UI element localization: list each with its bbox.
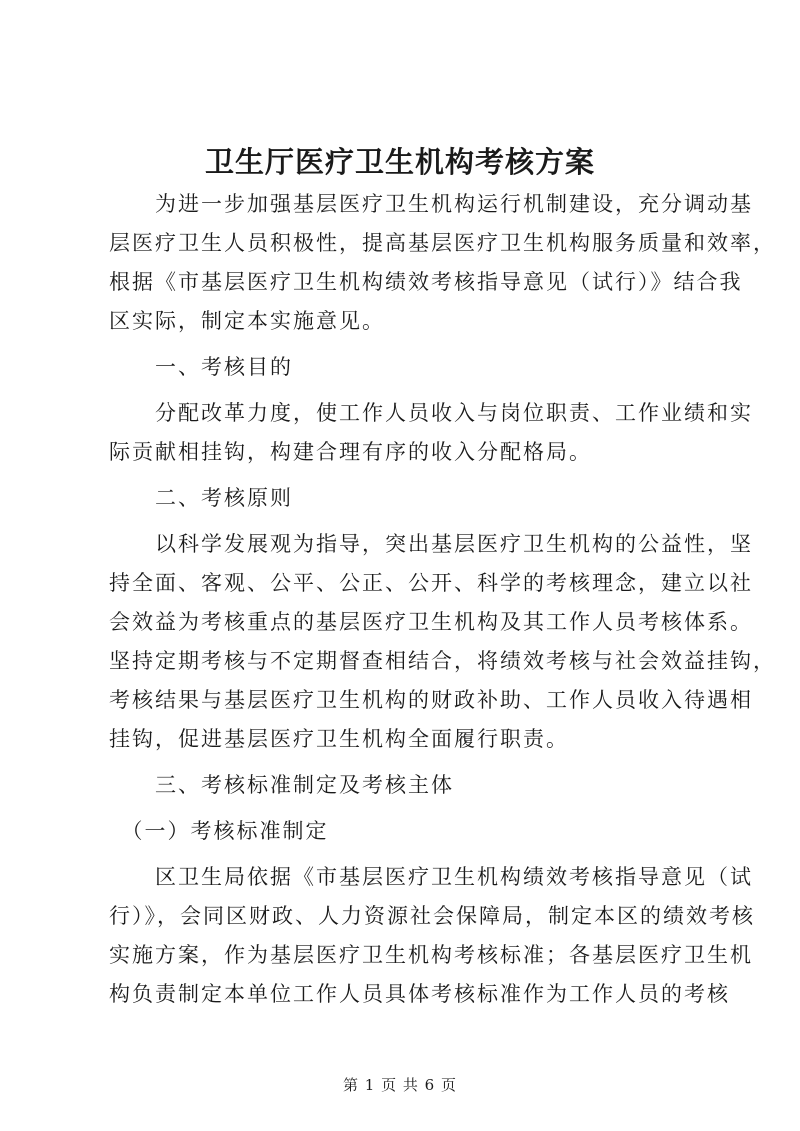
section-heading-purpose [109,348,701,387]
text-line: 根据《市基层医疗卫生机构绩效考核指导意见（试行）》结合我 [109,270,743,294]
text-line: 区实际，制定本实施意见。 [109,309,385,333]
text-line: 坚持定期考核与不定期督查相结合，将绩效考核与社会效益挂钩， [109,649,776,673]
text-line: 三、考核标准制定及考核主体 [109,773,454,797]
section-heading-standards [109,766,701,805]
paragraph-principles [109,525,776,759]
text-line: 构负责制定本单位工作人员具体考核标准作为工作人员的考核 [109,982,730,1006]
paragraph-standards [109,858,755,1014]
text-line: 实施方案，作为基层医疗卫生机构考核标准；各基层医疗卫生机 [109,943,753,967]
text-line: 二、考核原则 [109,486,293,510]
text-line: 挂钩，促进基层医疗卫生机构全面履行职责。 [109,727,569,751]
text-line: 以科学发展观为指导，突出基层医疗卫生机构的公益性，坚 [109,532,753,556]
text-line: 区卫生局依据《市基层医疗卫生机构绩效考核指导意见（试 [109,865,753,889]
text-line: 际贡献相挂钩，构建合理有序的收入分配格局。 [109,440,592,464]
text-line: 为进一步加强基层医疗卫生机构运行机制建设，充分调动基 [109,192,753,216]
text-line: 层医疗卫生人员积极性，提高基层医疗卫生机构服务质量和效率， [109,231,776,255]
subsection-heading-standards [109,812,701,851]
text-line: 行）》，会同区财政、人力资源社会保障局，制定本区的绩效考核 [109,904,755,928]
document-title: 卫生厅医疗卫生机构考核方案 [204,145,595,179]
text-line: 分配改革力度，使工作人员收入与岗位职责、工作业绩和实 [109,401,753,425]
document-body [109,185,776,1014]
text-line: 一、考核目的 [109,355,293,379]
text-line: 持全面、客观、公平、公正、公开、科学的考核理念，建立以社 [109,571,753,595]
text-line: 考核结果与基层医疗卫生机构的财政补助、工作人员收入待遇相 [109,688,753,712]
section-heading-principles [109,479,701,518]
paragraph-intro [109,185,776,341]
text-line: （一）考核标准制定 [109,819,329,843]
page-number-footer: 第 1 页 共 6 页 [343,1076,457,1094]
paragraph-purpose [109,394,753,472]
text-line: 会效益为考核重点的基层医疗卫生机构及其工作人员考核体系。 [109,610,753,634]
